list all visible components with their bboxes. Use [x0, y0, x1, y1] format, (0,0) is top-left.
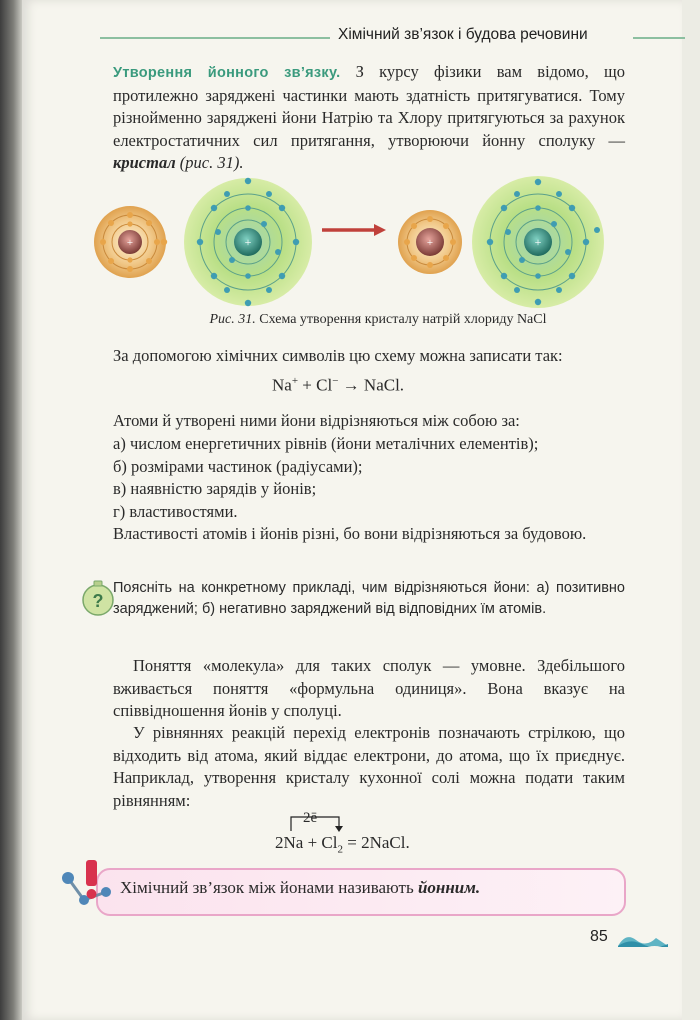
figure-caption [148, 312, 608, 328]
formula-plus: + [298, 375, 317, 395]
paragraph-properties: Властивості атомів і йонів різні, бо вони відрізняються за будовою. [113, 524, 587, 543]
list-item: а) числом енергетичних рівнів (йони металічних елементів); [113, 434, 539, 453]
nacl-equation [275, 833, 410, 855]
chloride-ion [472, 176, 604, 308]
book-spine [0, 0, 22, 1020]
paragraph-differences: Атоми й утворені ними йони відрізняються між собою за: [113, 411, 520, 430]
header-rule-left [100, 37, 330, 39]
sodium-atom [94, 206, 167, 278]
question-icon [78, 578, 118, 618]
section-lead: Утворення йонного зв’язку. [113, 65, 341, 81]
list-item: в) наявністю зарядів у йонів; [113, 479, 317, 498]
paragraph-text: З курсу фізики вам відомо, що протилежно заряджені частинки мають здатність притягуватися. Тому різнойменно заряджені йони Натрію та Хлору притягуються за рахунок електростатичних сил притягання, утворюючи йонну сполуку — [113, 62, 625, 150]
nucleus-plus: + [534, 235, 542, 249]
list-item: г) властивостями. [113, 501, 238, 521]
header-rule-right [633, 37, 685, 39]
nucleus-plus: + [244, 235, 252, 249]
figure-reference: (рис. 31). [175, 153, 244, 172]
paragraph-electron-transfer: У рівняннях реакцій перехід електронів позначають стрілкою, що відходить від атома, який віддає електрони, до атома, що їх приєднує. Наприклад, утворення кристалу кухонної солі можна подати таким рівнянням: [113, 723, 625, 810]
electron-count: 2ē [303, 810, 318, 826]
paragraph-ionic-bond [113, 61, 625, 175]
formula-na: Na [272, 375, 292, 395]
term-crystal: кристал [113, 153, 176, 172]
caption-label: Рис. 31. [209, 312, 256, 327]
page-number-decoration [618, 930, 668, 948]
header-title: Хімічний зв’язок і будова речовини [338, 26, 588, 43]
exercise-question: Поясніть на конкретному прикладі, чим відрізняються йони: а) позитивно заряджений; б) негативно заряджений від відповідних їм атомів. [113, 580, 625, 617]
reaction-arrow [322, 224, 386, 236]
nucleus-plus: + [426, 237, 434, 249]
ionic-bond-definition [120, 878, 480, 898]
formula-na-charge: + [291, 375, 299, 387]
running-header [100, 26, 685, 50]
page-number: 85 [590, 928, 608, 945]
formula-cl: Cl [316, 375, 333, 395]
caption-text: Схема утворення кристалу натрій хлориду NaCl [255, 312, 547, 327]
formula-cl-charge: − [332, 375, 339, 387]
definition-term: йонним. [417, 878, 481, 897]
list-item: б) розмірами частинок (радіусами); [113, 456, 363, 476]
equation-left: 2Na + Cl [275, 833, 338, 852]
paragraph-symbols: За допомогою хімічних символів цю схему можна записати так: [113, 346, 563, 365]
ion-formula [272, 375, 404, 396]
sodium-ion [398, 210, 462, 274]
equation-cl-index: 2 [337, 843, 343, 856]
figure-31-ion-scheme [92, 172, 612, 310]
formula-arrow: → [338, 375, 364, 395]
nucleus-plus: + [126, 237, 134, 249]
svg-text:?: ? [92, 591, 104, 611]
equation-right: = 2NaCl. [342, 833, 410, 852]
formula-product: NaCl. [363, 375, 405, 395]
differences-list [113, 433, 625, 523]
definition-text: Хімічний зв’язок між йонами називають [120, 878, 418, 897]
paragraph-formula-unit: Поняття «молекула» для таких сполук — умовне. Здебільшого вживається поняття «формульна одиниця». Вона вказує на співвідношення йонів у сполуці. [113, 656, 625, 720]
chlorine-atom [184, 178, 312, 306]
molecule-exclamation-icon [60, 858, 118, 914]
